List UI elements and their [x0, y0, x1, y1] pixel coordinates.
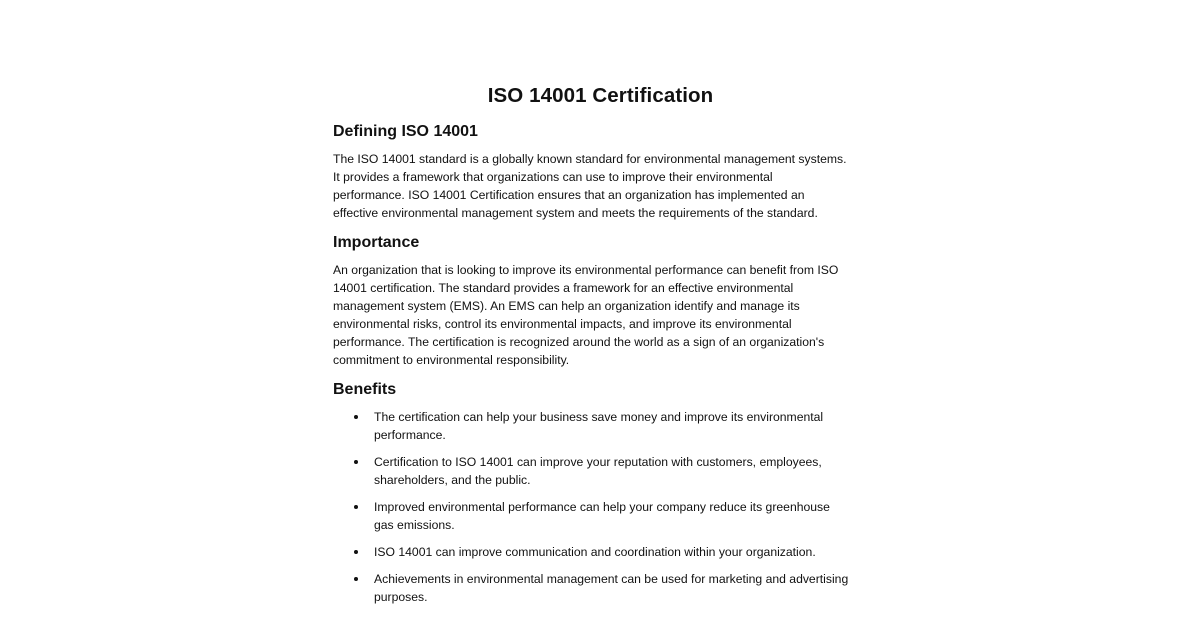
list-item: [333, 453, 868, 489]
benefits-list: [333, 408, 868, 606]
text-line: purposes.: [374, 590, 428, 604]
paragraph-importance: [333, 261, 868, 369]
bullet-icon: [354, 505, 358, 509]
list-item: [333, 570, 868, 606]
bullet-icon: [354, 415, 358, 419]
text-line: The ISO 14001 standard is a globally known standard for environmental management systems.: [333, 152, 847, 166]
text-line: management system (EMS). An EMS can help an organization identify and manage its: [333, 299, 800, 313]
text-line: An organization that is looking to improve its environmental performance can benefit from ISO: [333, 263, 839, 277]
section-heading-defining: Defining ISO 14001: [333, 123, 478, 140]
text-line: Improved environmental performance can help your company reduce its greenhouse: [374, 500, 830, 514]
text-line: gas emissions.: [374, 518, 455, 532]
text-line: It provides a framework that organizations can use to improve their environmental: [333, 170, 773, 184]
text-line: 14001 certification. The standard provides a framework for an effective environmental: [333, 281, 794, 295]
list-item: [333, 408, 868, 444]
document-title: ISO 14001 Certification: [487, 84, 714, 107]
list-item: [333, 543, 868, 561]
text-line: performance.: [374, 428, 446, 442]
paragraph-defining: [333, 150, 868, 222]
text-line: environmental risks, control its environmental impacts, and improve its environmental: [333, 317, 792, 331]
section-heading-benefits: Benefits: [333, 381, 397, 398]
text-line: shareholders, and the public.: [374, 473, 531, 487]
section-heading-importance: Importance: [333, 234, 420, 251]
text-line: commitment to environmental responsibility.: [333, 353, 570, 367]
text-line: The certification can help your business save money and improve its environmental: [374, 410, 824, 424]
text-line: Certification to ISO 14001 can improve your reputation with customers, employees,: [374, 455, 822, 469]
text-line: performance. The certification is recognized around the world as a sign of an organization's: [333, 335, 825, 349]
bullet-icon: [354, 460, 358, 464]
list-item: [333, 498, 868, 534]
text-line: performance. ISO 14001 Certification ensures that an organization has implemented an: [333, 188, 805, 202]
bullet-icon: [354, 577, 358, 581]
text-line: Achievements in environmental management can be used for marketing and advertising: [374, 572, 849, 586]
text-line: ISO 14001 can improve communication and coordination within your organization.: [374, 545, 816, 559]
bullet-icon: [354, 550, 358, 554]
text-line: effective environmental management system and meets the requirements of the standard.: [333, 206, 818, 220]
document-content: [333, 82, 868, 615]
